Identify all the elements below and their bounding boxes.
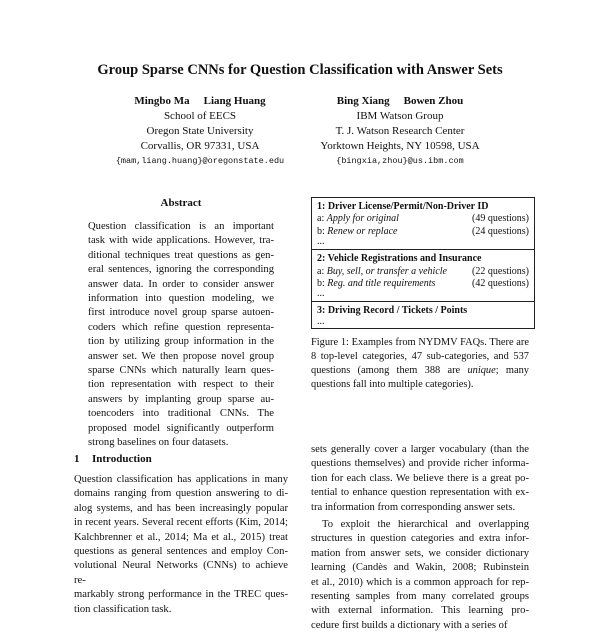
author-name: Mingbo Ma <box>134 95 190 107</box>
caption-text: Figure 1: Examples from NYDMV FAQs. There are 8 top-level categories, 47 sub-categories, and 537 questions (among them 388 are <box>311 337 529 376</box>
right-col-paragraph-2 <box>311 518 529 633</box>
abstract-line: answer set. We then propose novel group <box>88 350 274 362</box>
affiliation-line: School of EECS <box>163 110 237 122</box>
figure-1-box <box>311 197 535 329</box>
caption-emphasis: unique <box>467 365 496 376</box>
subcategory-prefix: a: <box>317 265 325 277</box>
abstract-line: ditional techniques treat questions as gen- <box>88 249 274 261</box>
introduction-line: domains ranging from question answering to di- <box>74 488 288 500</box>
author-name: Liang Huang <box>203 95 266 107</box>
introduction-body <box>74 473 288 617</box>
introduction-line: Question classification has applications in many <box>74 474 288 485</box>
abstract-line: answer data. In order to consider answer <box>88 278 274 290</box>
figure-subcategory-row <box>317 213 529 225</box>
abstract-heading: Abstract <box>160 197 202 209</box>
author-name: Bowen Zhou <box>403 95 464 107</box>
figure-ellipsis: ... <box>317 236 325 248</box>
subcategory-count: (24 questions) <box>472 225 529 237</box>
abstract-line: proposed model significantly outperform <box>88 422 274 434</box>
paragraph-line: mation from answer sets, we consider dictionary <box>311 547 529 559</box>
introduction-line: markably strong performance in the TREC ques- <box>74 589 288 601</box>
figure-ellipsis: ... <box>317 315 325 327</box>
subcategory-count: (22 questions) <box>472 265 529 277</box>
subcategory-label <box>317 278 435 290</box>
subcategory-text: Renew or replace <box>327 225 398 237</box>
abstract-line: first introduce novel group sparse autoen- <box>88 307 274 319</box>
figure-subcategory-row <box>317 278 529 290</box>
subcategory-label <box>317 226 397 238</box>
abstract-line: tion representation with respect to their <box>88 379 274 391</box>
abstract-line: coders which refine question representa- <box>88 321 274 333</box>
abstract-line: eral sentences, ignoring the corresponding <box>88 264 274 276</box>
paragraph-line: structures in question categories and extra infor- <box>311 533 529 545</box>
subcategory-prefix: b: <box>317 278 325 290</box>
subcategory-label <box>317 213 399 225</box>
introduction-line: volutional Neural Networks (CNNs) to achieve re- <box>74 560 288 586</box>
author-email-right: {bingxia,zhou}@us.ibm.com <box>336 156 464 166</box>
right-col-paragraph-1 <box>311 443 529 515</box>
section-heading-introduction <box>74 453 152 465</box>
author-block-right <box>310 94 490 169</box>
paragraph-line: with external information. This learning pro- <box>311 605 529 617</box>
paragraph-line: To exploit the hierarchical and overlapping <box>322 519 529 530</box>
affiliation-line: Yorktown Heights, NY 10598, USA <box>320 140 480 152</box>
paragraph-line: cedure first builds a dictionary with a series of <box>311 619 508 631</box>
paragraph-line: tential to enhance question representation with ex- <box>311 487 529 499</box>
subcategory-text: Buy, sell, or transfer a vehicle <box>326 265 447 277</box>
abstract-line: Question classification is an important <box>88 221 274 232</box>
affiliation-line: IBM Watson Group <box>356 110 444 122</box>
abstract-body <box>88 220 274 451</box>
figure-1-caption <box>311 336 529 392</box>
author-names-left <box>110 94 290 109</box>
introduction-line: in recent years. Several recent efforts (Kim, 2014; <box>74 517 288 529</box>
subcategory-count: (49 questions) <box>472 213 529 225</box>
subcategory-text: Reg. and title requirements <box>327 278 436 290</box>
section-title: Introduction <box>92 453 152 465</box>
introduction-line: tion classification task. <box>74 603 172 615</box>
figure-category: 1: Driver License/Permit/Non-Driver ID <box>317 201 489 212</box>
subcategory-prefix: b: <box>317 225 325 237</box>
paragraph-line: tra information from corresponding answer sets. <box>311 501 516 513</box>
affiliation-line: Oregon State University <box>146 125 254 137</box>
abstract-line: strong baselines on four datasets. <box>88 437 229 449</box>
introduction-line: questions as general sentences and employ Con- <box>74 546 288 558</box>
caption-text: ; many questions fall into multiple categories). <box>311 365 529 390</box>
subcategory-text: Apply for original <box>326 213 399 225</box>
paragraph-line: sets generally cover a larger vocabulary (than the <box>311 444 529 455</box>
abstract-line: sparse CNNs which naturally learn ques- <box>88 365 274 377</box>
subcategory-prefix: a: <box>317 213 325 225</box>
abstract-line: information into question modeling, we <box>88 293 274 305</box>
introduction-line: alog systems, and has been increasingly popular <box>74 502 288 514</box>
paragraph-line: learning (Candès and Wakin, 2008; Rubinstein <box>311 562 529 574</box>
affiliation-line: Corvallis, OR 97331, USA <box>140 140 260 152</box>
paragraph-line: questions themselves) and provide richer informa- <box>311 458 529 470</box>
abstract-line: answers by implanting group sparse au- <box>88 393 274 405</box>
figure-divider <box>312 301 534 302</box>
author-names-right <box>310 94 490 109</box>
author-email-left: {mam,liang.huang}@oregonstate.edu <box>115 156 285 166</box>
paragraph-line: tion for each class. We believe there is a great po- <box>311 472 529 484</box>
paragraph-line: et al., 2010) which is a common approach for rep- <box>311 576 529 588</box>
figure-subcategory-row <box>317 226 529 238</box>
subcategory-count: (42 questions) <box>472 278 529 290</box>
author-name: Bing Xiang <box>336 95 390 107</box>
abstract-line: task with wide applications. However, tra- <box>88 235 274 247</box>
author-block-left <box>110 94 290 169</box>
figure-category: 2: Vehicle Registrations and Insurance <box>317 253 482 265</box>
section-number: 1 <box>74 453 80 465</box>
figure-ellipsis: ... <box>317 288 325 300</box>
figure-category: 3: Driving Record / Tickets / Points <box>317 305 468 317</box>
paragraph-line: resenting samples from many correlated groups <box>311 591 529 603</box>
figure-subcategory-row <box>317 266 529 278</box>
abstract-line: tion by utilizing group information in the <box>88 336 274 348</box>
abstract-line: toencoders into traditional CNNs. The <box>88 408 274 420</box>
subcategory-label <box>317 266 447 278</box>
figure-divider <box>312 249 534 250</box>
affiliation-line: T. J. Watson Research Center <box>335 125 465 137</box>
introduction-line: Kalchbrenner et al., 2014; Ma et al., 2015) treat <box>74 531 288 543</box>
paper-title: Group Sparse CNNs for Question Classification with Answer Sets <box>97 62 503 78</box>
